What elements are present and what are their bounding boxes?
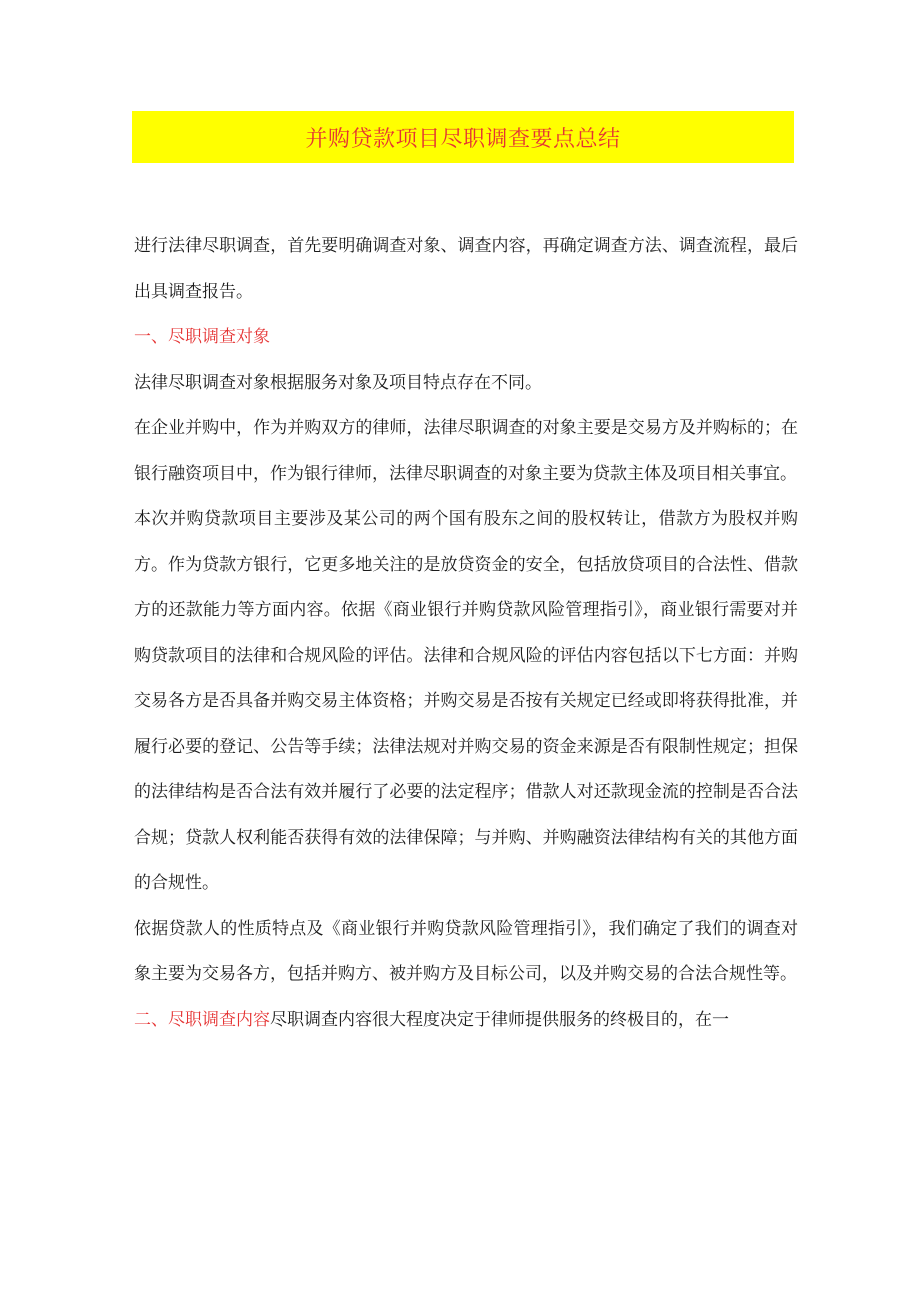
- document-title: 并购贷款项目尽职调查要点总结: [305, 126, 621, 152]
- section-2-line: [134, 998, 798, 1044]
- section-heading-1: 一、尽职调查对象: [134, 327, 270, 347]
- document-body: [134, 224, 798, 1043]
- section-heading-2: 二、尽职调查内容: [134, 1009, 270, 1030]
- title-banner: [132, 111, 794, 163]
- paragraph-4: 依据贷款人的性质特点及《商业银行并购贷款风险管理指引》，我们确定了我们的调查对象主要为交易各方，包括并购方、被并购方及目标公司，以及并购交易的合法合规性等。: [134, 918, 798, 984]
- intro-paragraph: 进行法律尽职调查，首先要明确调查对象、调查内容，再确定调查方法、调查流程，最后出具调查报告。: [134, 236, 798, 302]
- paragraph-2: 在企业并购中，作为并购双方的律师，法律尽职调查的对象主要是交易方及并购标的；在银行融资项目中，作为银行律师，法律尽职调查的对象主要为贷款主体及项目相关事宜。: [134, 418, 798, 484]
- paragraph-1: 法律尽职调查对象根据服务对象及项目特点存在不同。: [134, 372, 542, 393]
- paragraph-3: 本次并购贷款项目主要涉及某公司的两个国有股东之间的股权转让，借款方为股权并购方。作为贷款方银行，它更多地关注的是放贷资金的安全，包括放贷项目的合法性、借款方的还款能力等方面内容。依据《商业银行并购贷款风险管理指引》，商业银行需要对并购贷款项目的法律和合规风险的评估。法律和合规风险的评估内容包括以下七方面：并购交易各方是否具备并购交易主体资格；并购交易是否按有关规定已经或即将获得批准，并履行必要的登记、公告等手续；法律法规对并购交易的资金来源是否有限制性规定；担保的法律结构是否合法有效并履行了必要的法定程序；借款人对还款现金流的控制是否合法合规；贷款人权利能否获得有效的法律保障；与并购、并购融资法律结构有关的其他方面的合规性。: [134, 509, 798, 893]
- section-2-text: 尽职调查内容很大程度决定于律师提供服务的终极目的，在一: [270, 1009, 729, 1030]
